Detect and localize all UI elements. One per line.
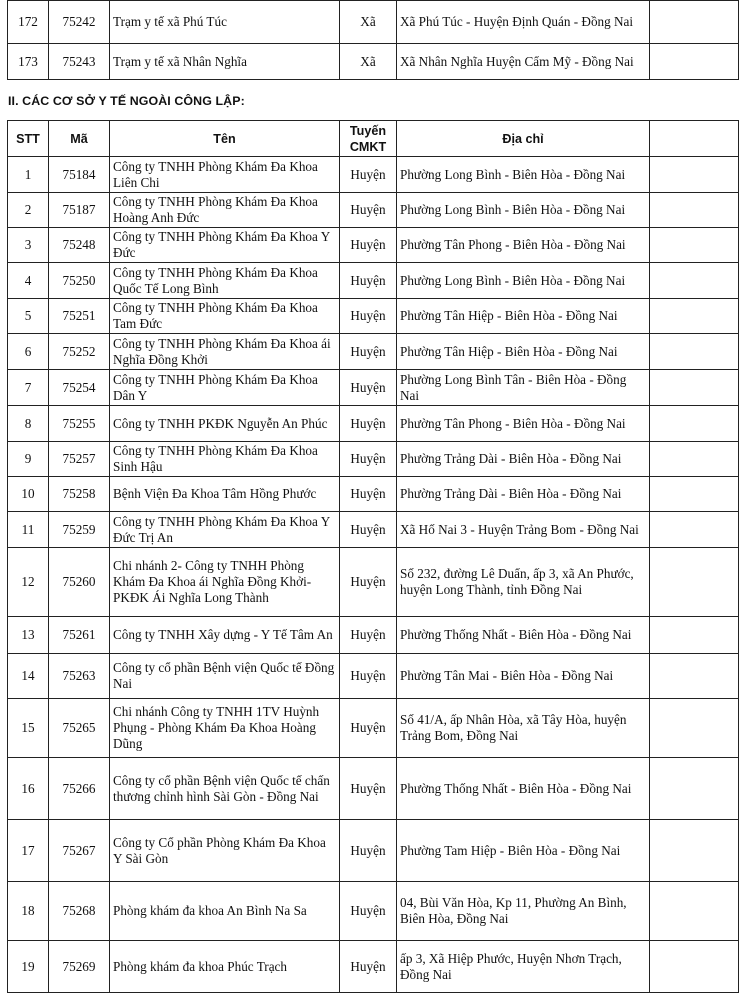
cell-ten: Công ty TNHH Phòng Khám Đa Khoa ái Nghĩa Đồng Khởi: [110, 334, 340, 370]
cell-empty: [650, 758, 739, 820]
cell-ma: 75261: [49, 617, 110, 654]
cell-empty: [650, 442, 739, 477]
cell-ten: Bệnh Viện Đa Khoa Tâm Hồng Phước: [110, 477, 340, 512]
table-row: [8, 406, 739, 442]
cell-ma: 75259: [49, 512, 110, 548]
cell-empty: [650, 193, 739, 228]
cell-ten: Công ty TNHH Phòng Khám Đa Khoa Tam Đức: [110, 299, 340, 334]
table-row: [8, 758, 739, 820]
cell-ma: 75255: [49, 406, 110, 442]
cell-dia-chi: Phường Tân Phong - Biên Hòa - Đồng Nai: [397, 406, 650, 442]
cell-tuyen: Huyện: [340, 512, 397, 548]
table-row: [8, 548, 739, 617]
cell-ma: 75257: [49, 442, 110, 477]
cell-ten: Chi nhánh Công ty TNHH 1TV Huỳnh Phụng - Phòng Khám Đa Khoa Hoàng Dũng: [110, 699, 340, 758]
cell-stt: 10: [8, 477, 49, 512]
cell-dia-chi: Phường Tân Hiệp - Biên Hòa - Đồng Nai: [397, 299, 650, 334]
cell-tuyen: Huyện: [340, 548, 397, 617]
table-row: [8, 263, 739, 299]
cell-empty: [650, 617, 739, 654]
table-row: [8, 882, 739, 941]
cell-dia-chi: Xã Phú Túc - Huyện Định Quán - Đồng Nai: [397, 1, 650, 44]
cell-tuyen: Huyện: [340, 370, 397, 406]
header-dia-chi: Địa chỉ: [397, 121, 650, 157]
cell-stt: 17: [8, 820, 49, 882]
cell-tuyen: Huyện: [340, 228, 397, 263]
cell-stt: 2: [8, 193, 49, 228]
cell-stt: 1: [8, 157, 49, 193]
cell-empty: [650, 654, 739, 699]
cell-stt: 7: [8, 370, 49, 406]
header-tuyen: Tuyến CMKT: [340, 121, 397, 157]
cell-stt: 19: [8, 941, 49, 993]
cell-tuyen: Huyện: [340, 442, 397, 477]
cell-ma: 75268: [49, 882, 110, 941]
table-body: [8, 1, 739, 80]
cell-ten: Công ty TNHH Phòng Khám Đa Khoa Y Đức: [110, 228, 340, 263]
table-row: [8, 941, 739, 993]
table-row: [8, 820, 739, 882]
cell-empty: [650, 820, 739, 882]
cell-dia-chi: Phường Trảng Dài - Biên Hòa - Đồng Nai: [397, 442, 650, 477]
cell-ten: Phòng khám đa khoa Phúc Trạch: [110, 941, 340, 993]
table-row: [8, 699, 739, 758]
cell-stt: 4: [8, 263, 49, 299]
cell-tuyen: Huyện: [340, 406, 397, 442]
cell-ma: 75250: [49, 263, 110, 299]
cell-dia-chi: Phường Tân Hiệp - Biên Hòa - Đồng Nai: [397, 334, 650, 370]
cell-stt: 5: [8, 299, 49, 334]
header-ten: Tên: [110, 121, 340, 157]
cell-dia-chi: Phường Trảng Dài - Biên Hòa - Đồng Nai: [397, 477, 650, 512]
table-row: [8, 299, 739, 334]
cell-ma: 75260: [49, 548, 110, 617]
cell-ma: 75187: [49, 193, 110, 228]
cell-empty: [650, 512, 739, 548]
cell-ten: Công ty TNHH Phòng Khám Đa Khoa Y Đức Trị An: [110, 512, 340, 548]
header-stt: STT: [8, 121, 49, 157]
cell-dia-chi: Phường Long Bình - Biên Hòa - Đồng Nai: [397, 193, 650, 228]
cell-tuyen: Huyện: [340, 334, 397, 370]
cell-ma: 75258: [49, 477, 110, 512]
cell-empty: [650, 548, 739, 617]
table-row: [8, 477, 739, 512]
cell-stt: 6: [8, 334, 49, 370]
cell-tuyen: Huyện: [340, 882, 397, 941]
cell-empty: [650, 299, 739, 334]
cell-stt: 18: [8, 882, 49, 941]
table-row: [8, 654, 739, 699]
cell-ten: Công ty TNHH Phòng Khám Đa Khoa Dân Y: [110, 370, 340, 406]
cell-tuyen: Huyện: [340, 941, 397, 993]
section-heading: II. CÁC CƠ SỞ Y TẾ NGOÀI CÔNG LẬP:: [8, 94, 245, 108]
cell-stt: 172: [8, 1, 49, 44]
cell-ten: Chi nhánh 2- Công ty TNHH Phòng Khám Đa Khoa ái Nghĩa Đồng Khởi- PKĐK Ái Nghĩa Long Thành: [110, 548, 340, 617]
cell-empty: [650, 882, 739, 941]
cell-dia-chi: Phường Thống Nhất - Biên Hòa - Đồng Nai: [397, 617, 650, 654]
cell-dia-chi: Phường Tam Hiệp - Biên Hòa - Đồng Nai: [397, 820, 650, 882]
cell-dia-chi: 04, Bùi Văn Hòa, Kp 11, Phường An Bình, Biên Hòa, Đồng Nai: [397, 882, 650, 941]
cell-empty: [650, 263, 739, 299]
cell-tuyen: Huyện: [340, 617, 397, 654]
cell-dia-chi: Phường Long Bình Tân - Biên Hòa - Đồng Nai: [397, 370, 650, 406]
cell-empty: [650, 44, 739, 80]
cell-tuyen: Huyện: [340, 263, 397, 299]
cell-stt: 12: [8, 548, 49, 617]
table-body: [8, 157, 739, 993]
cell-empty: [650, 941, 739, 993]
cell-tuyen: Xã: [340, 1, 397, 44]
cell-ten: Công ty TNHH Xây dựng - Y Tế Tâm An: [110, 617, 340, 654]
cell-stt: 3: [8, 228, 49, 263]
table-row: [8, 157, 739, 193]
cell-stt: 9: [8, 442, 49, 477]
cell-empty: [650, 157, 739, 193]
cell-ma: 75265: [49, 699, 110, 758]
table-row: [8, 370, 739, 406]
cell-empty: [650, 406, 739, 442]
table-row: [8, 1, 739, 44]
cell-dia-chi: Phường Thống Nhất - Biên Hòa - Đồng Nai: [397, 758, 650, 820]
cell-ten: Công ty TNHH Phòng Khám Đa Khoa Liên Chi: [110, 157, 340, 193]
cell-dia-chi: ấp 3, Xã Hiệp Phước, Huyện Nhơn Trạch, Đồng Nai: [397, 941, 650, 993]
table-row: [8, 44, 739, 80]
cell-ten: Công ty cổ phần Bệnh viện Quốc tế Đồng Nai: [110, 654, 340, 699]
cell-dia-chi: Xã Hố Nai 3 - Huyện Trảng Bom - Đồng Nai: [397, 512, 650, 548]
cell-empty: [650, 699, 739, 758]
cell-ma: 75248: [49, 228, 110, 263]
cell-tuyen: Huyện: [340, 699, 397, 758]
cell-stt: 15: [8, 699, 49, 758]
cell-dia-chi: Số 232, đường Lê Duẩn, ấp 3, xã An Phước, huyện Long Thành, tỉnh Đồng Nai: [397, 548, 650, 617]
private-facilities-table: [7, 120, 739, 993]
cell-empty: [650, 228, 739, 263]
cell-ten: Công ty TNHH Phòng Khám Đa Khoa Quốc Tế Long Bình: [110, 263, 340, 299]
cell-ten: Công ty cổ phần Bệnh viện Quốc tế chấn thương chỉnh hình Sài Gòn - Đồng Nai: [110, 758, 340, 820]
cell-empty: [650, 1, 739, 44]
cell-ten: Công ty TNHH Phòng Khám Đa Khoa Sinh Hậu: [110, 442, 340, 477]
cell-dia-chi: Số 41/A, ấp Nhân Hòa, xã Tây Hòa, huyện Trảng Bom, Đồng Nai: [397, 699, 650, 758]
table-row: [8, 334, 739, 370]
cell-ten: Công ty Cổ phần Phòng Khám Đa Khoa Y Sài Gòn: [110, 820, 340, 882]
cell-stt: 13: [8, 617, 49, 654]
cell-ten: Trạm y tế xã Nhân Nghĩa: [110, 44, 340, 80]
cell-dia-chi: Phường Tân Phong - Biên Hòa - Đồng Nai: [397, 228, 650, 263]
cell-dia-chi: Phường Long Bình - Biên Hòa - Đồng Nai: [397, 263, 650, 299]
cell-stt: 11: [8, 512, 49, 548]
cell-stt: 16: [8, 758, 49, 820]
cell-ma: 75242: [49, 1, 110, 44]
cell-ma: 75252: [49, 334, 110, 370]
cell-ten: Công ty TNHH PKĐK Nguyễn An Phúc: [110, 406, 340, 442]
cell-ten: Công ty TNHH Phòng Khám Đa Khoa Hoàng Anh Đức: [110, 193, 340, 228]
cell-ma: 75269: [49, 941, 110, 993]
cell-ma: 75266: [49, 758, 110, 820]
cell-tuyen: Huyện: [340, 654, 397, 699]
cell-empty: [650, 477, 739, 512]
cell-ten: Phòng khám đa khoa An Bình Na Sa: [110, 882, 340, 941]
cell-ma: 75243: [49, 44, 110, 80]
table-header-row: [8, 121, 739, 157]
cell-ma: 75251: [49, 299, 110, 334]
cell-ma: 75254: [49, 370, 110, 406]
table-row: [8, 228, 739, 263]
cell-ma: 75184: [49, 157, 110, 193]
public-facilities-table-tail: [7, 0, 739, 80]
cell-tuyen: Huyện: [340, 299, 397, 334]
cell-tuyen: Huyện: [340, 193, 397, 228]
table-row: [8, 442, 739, 477]
header-empty: [650, 121, 739, 157]
cell-tuyen: Huyện: [340, 157, 397, 193]
cell-stt: 14: [8, 654, 49, 699]
cell-empty: [650, 334, 739, 370]
table-row: [8, 617, 739, 654]
cell-tuyen: Huyện: [340, 758, 397, 820]
cell-empty: [650, 370, 739, 406]
cell-ma: 75263: [49, 654, 110, 699]
header-ma: Mã: [49, 121, 110, 157]
cell-tuyen: Xã: [340, 44, 397, 80]
cell-tuyen: Huyện: [340, 820, 397, 882]
cell-ten: Trạm y tế xã Phú Túc: [110, 1, 340, 44]
cell-dia-chi: Phường Tân Mai - Biên Hòa - Đồng Nai: [397, 654, 650, 699]
table-row: [8, 193, 739, 228]
table-row: [8, 512, 739, 548]
cell-dia-chi: Phường Long Bình - Biên Hòa - Đồng Nai: [397, 157, 650, 193]
cell-stt: 8: [8, 406, 49, 442]
cell-stt: 173: [8, 44, 49, 80]
cell-ma: 75267: [49, 820, 110, 882]
cell-tuyen: Huyện: [340, 477, 397, 512]
cell-dia-chi: Xã Nhân Nghĩa Huyện Cẩm Mỹ - Đồng Nai: [397, 44, 650, 80]
